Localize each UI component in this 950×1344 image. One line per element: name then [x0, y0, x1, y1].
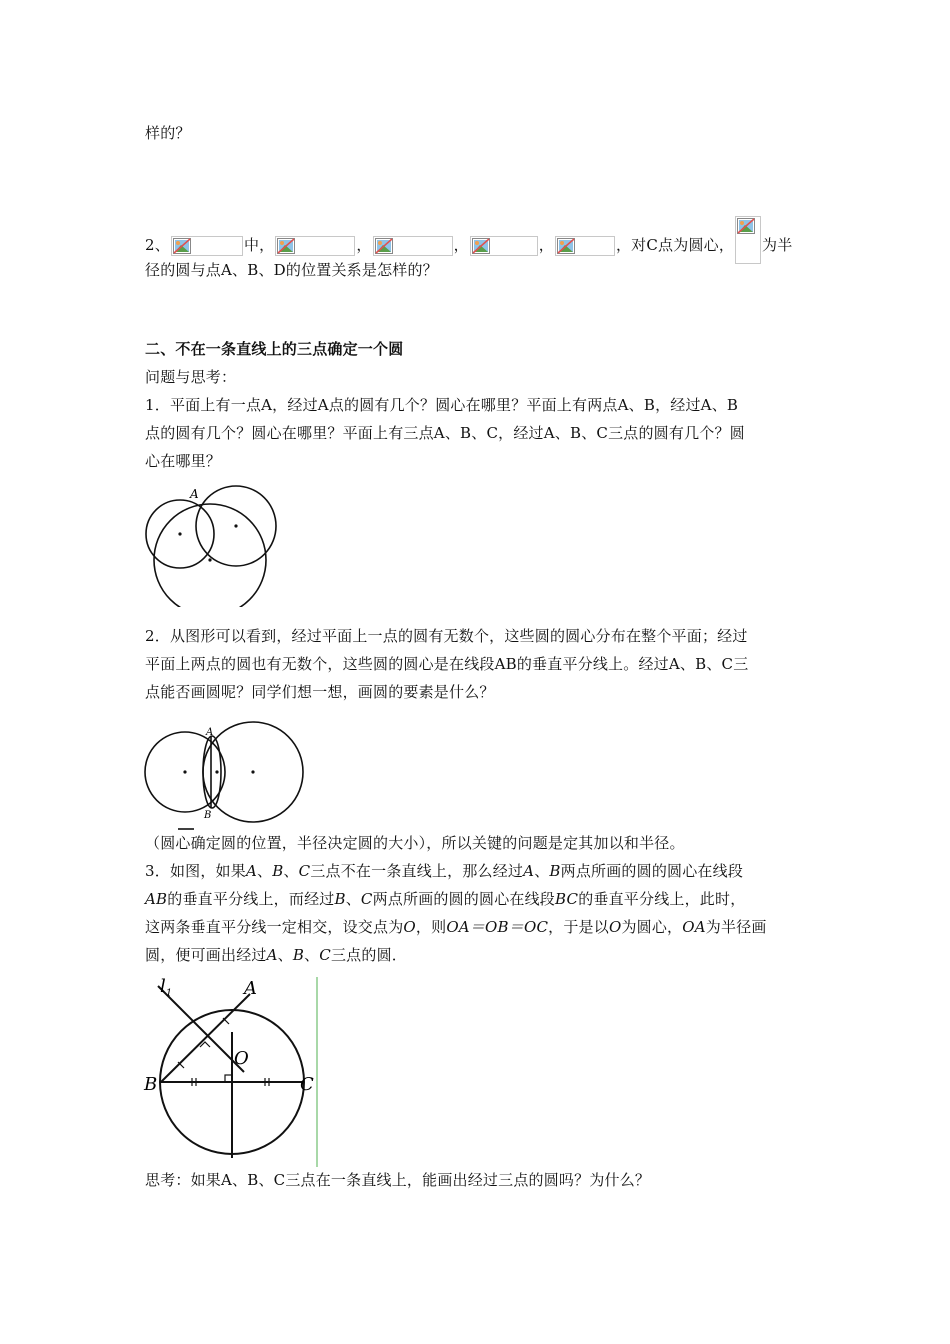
- broken-image-icon: [472, 238, 490, 254]
- p3-line1: 3．如图，如果A、B、C三点不在一条直线上，那么经过A、B两点所画的圆的圆心在线段: [145, 862, 744, 880]
- label-l1: $l_1$: [160, 976, 173, 999]
- broken-image-6: [735, 216, 761, 264]
- point-label-o: O: [234, 1048, 249, 1069]
- broken-image-1: [171, 236, 243, 256]
- broken-image-icon: [737, 218, 755, 234]
- p2-line3: 点能否画圆呢？同学们想一想，画圆的要素是什么？: [145, 683, 495, 701]
- broken-image-icon: [557, 238, 575, 254]
- p3-line3: 这两条垂直平分线一定相交，设交点为O，则OA＝OB＝OC，于是以O为圆心，OA为半径画: [145, 918, 767, 936]
- point-label-a: A: [206, 727, 214, 738]
- center-dot: [215, 770, 218, 773]
- figure-circles-through-ab: [140, 718, 310, 833]
- center-dot: [178, 532, 181, 535]
- point-label-a: A: [190, 487, 199, 501]
- broken-image-icon: [277, 238, 295, 254]
- section-subheading: 问题与思考：: [145, 368, 237, 386]
- figure-three-circles: [140, 482, 285, 607]
- p1-line3: 心在哪里？: [145, 452, 222, 470]
- q2-number: 2、: [145, 236, 170, 254]
- q2-line2: 径的圆与点A、B、D的位置关系是怎样的？: [145, 261, 438, 279]
- section-heading: 二、不在一条直线上的三点确定一个圆: [145, 340, 404, 358]
- point-label-b: B: [144, 1074, 158, 1095]
- think-question: 思考：如果A、B、C三点在一条直线上，能画出经过三点的圆吗？为什么？: [145, 1171, 651, 1189]
- point-label-c: C: [300, 1074, 314, 1095]
- center-dot: [251, 770, 254, 773]
- p1-line2: 点的圆有几个？圆心在哪里？平面上有三点A、B、C，经过A、B、C三点的圆有几个？圆: [145, 424, 745, 442]
- point-label-a: A: [244, 978, 257, 999]
- q1-tail: 样的？: [145, 124, 191, 142]
- broken-image-4: [470, 236, 538, 256]
- p3-line4: 圆，便可画出经过A、B、C三点的圆．: [145, 946, 407, 964]
- p2-line2: 平面上两点的圆也有无数个，这些圆的圆心是在线段AB的垂直平分线上。经过A、B、C三: [145, 655, 749, 673]
- p2-line1: 2．从图形可以看到，经过平面上一点的圆有无数个，这些圆的圆心分布在整个平面；经过: [145, 627, 748, 645]
- broken-image-3: [373, 236, 453, 256]
- center-dot: [234, 524, 237, 527]
- center-dot: [208, 558, 211, 561]
- right-angle-mark: [225, 1075, 232, 1082]
- point-label-b: B: [204, 810, 212, 821]
- center-dot: [183, 770, 186, 773]
- figure-circumcircle: [140, 972, 325, 1167]
- broken-image-icon: [173, 238, 191, 254]
- p1-line1: 1．平面上有一点A，经过A点的圆有几个？圆心在哪里？平面上有两点A、B，经过A、B: [145, 396, 739, 414]
- broken-image-5: [555, 236, 615, 256]
- q2-line1: 2、 中， ， ， ， ，对C点为圆心， 为半: [145, 216, 792, 264]
- broken-image-icon: [375, 238, 393, 254]
- broken-image-2: [275, 236, 355, 256]
- p3-line2: AB的垂直平分线上，而经过B、C两点所画的圆的圆心在线段BC的垂直平分线上，此时，: [145, 890, 746, 908]
- p2-note: （圆心确定圆的位置，半径决定圆的大小），所以关键的问题是定其加以和半径。: [145, 834, 685, 852]
